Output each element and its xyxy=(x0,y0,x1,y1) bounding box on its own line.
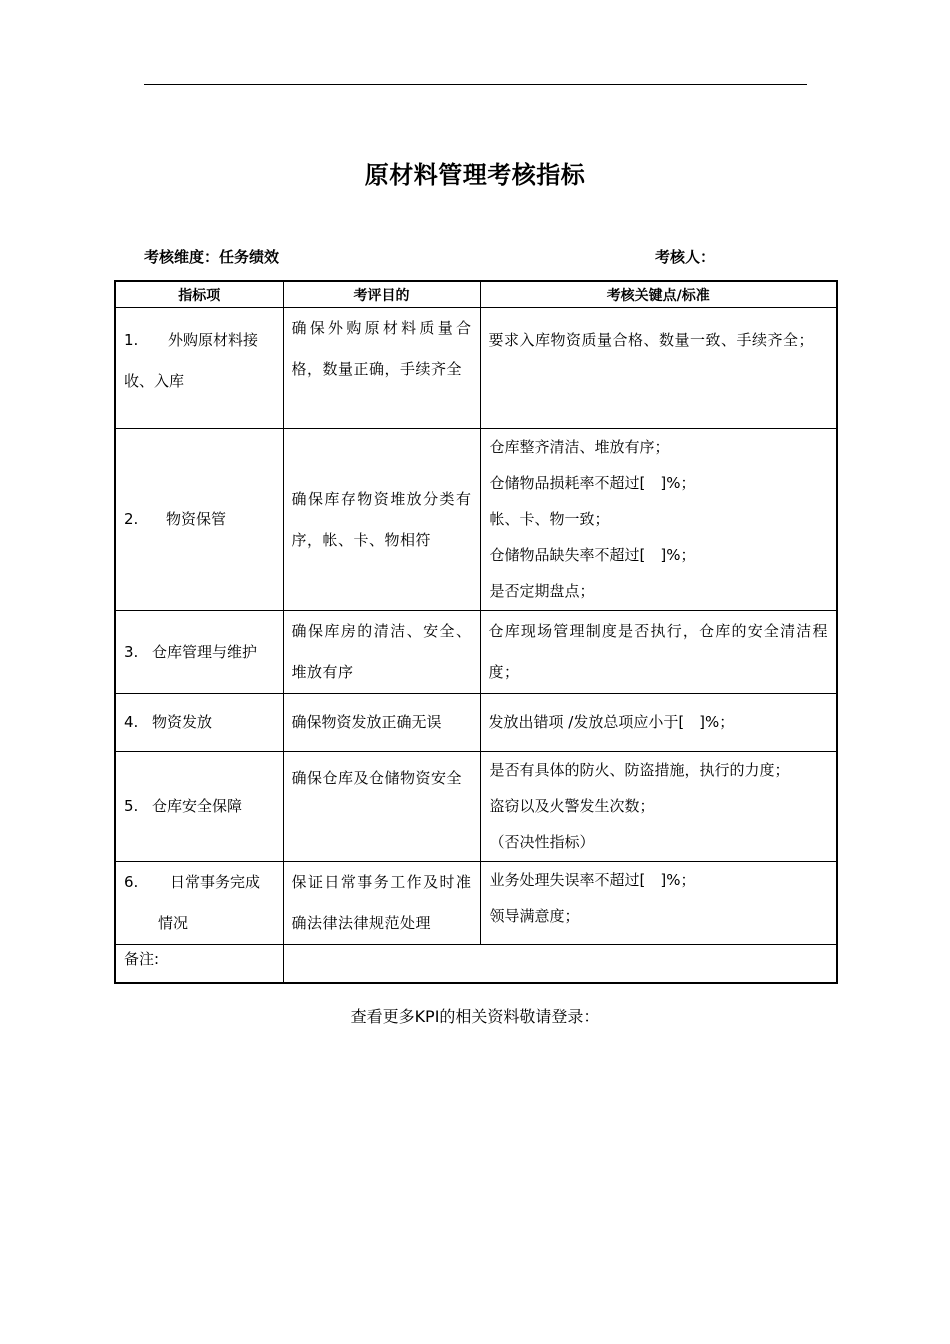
indicator-text: 外购原材料接 xyxy=(168,331,259,349)
indicator-cell xyxy=(115,611,283,694)
criteria-text: 要求入库物资质量合格、数量一致、手续齐全； xyxy=(488,331,815,349)
indicator-cell xyxy=(115,862,283,945)
criteria-line: （否决性指标） xyxy=(489,833,595,851)
criteria-cell xyxy=(480,429,837,611)
indicator-text-cont: 情况 xyxy=(158,914,189,932)
header-purpose: 考评目的 xyxy=(283,281,480,308)
criteria-line: 业务处理失误率不超过[ ]%； xyxy=(489,871,696,889)
purpose-text: 保证日常事务工作及时准确法律法律规范处理 xyxy=(291,873,472,932)
table-row xyxy=(115,308,837,429)
criteria-line: 盗窃以及火警发生次数； xyxy=(489,797,655,815)
indicator-cell xyxy=(115,429,283,611)
indicator-text: 物资保管 xyxy=(166,510,227,528)
criteria-line: 是否有具体的防火、防盗措施，执行的力度； xyxy=(489,761,790,779)
row-number: 4. xyxy=(124,713,139,731)
criteria-cell xyxy=(480,752,837,862)
criteria-text: 发放出错项 /发放总项应小于[ ]%； xyxy=(488,713,735,731)
purpose-cell xyxy=(283,862,480,945)
indicator-text: 物资发放 xyxy=(152,713,213,731)
assessor-label: 考核人： xyxy=(655,248,716,266)
table-row xyxy=(115,611,837,694)
purpose-text: 确保仓库及仓储物资安全 xyxy=(291,769,463,787)
remarks-row xyxy=(115,945,837,983)
row-number: 2. xyxy=(124,510,139,528)
purpose-text: 确保物资发放正确无误 xyxy=(291,713,442,731)
table-row xyxy=(115,694,837,752)
header-criteria: 考核关键点/标准 xyxy=(480,281,837,308)
row-number: 5. xyxy=(124,797,139,815)
table-row xyxy=(115,752,837,862)
row-number: 6. xyxy=(124,873,139,891)
footer-note: 查看更多KPI的相关资料敬请登录： xyxy=(350,1007,600,1026)
indicator-cell xyxy=(115,752,283,862)
indicator-cell xyxy=(115,694,283,752)
document-title: 原材料管理考核指标 xyxy=(364,161,586,189)
indicator-cell xyxy=(115,308,283,429)
remarks-value-cell xyxy=(283,945,837,983)
table-row xyxy=(115,862,837,945)
row-number: 3. xyxy=(124,642,139,661)
purpose-cell xyxy=(283,752,480,862)
criteria-cell xyxy=(480,694,837,752)
criteria-line: 领导满意度； xyxy=(489,907,580,925)
purpose-text: 确保库房的清洁、安全、堆放有序 xyxy=(291,622,472,681)
header-rule xyxy=(144,84,807,85)
purpose-cell xyxy=(283,429,480,611)
criteria-line: 是否定期盘点； xyxy=(489,582,595,600)
criteria-cell xyxy=(480,862,837,945)
criteria-line: 仓储物品缺失率不超过[ ]%； xyxy=(489,546,696,564)
kpi-table xyxy=(114,280,838,984)
criteria-cell xyxy=(480,611,837,694)
header-indicator: 指标项 xyxy=(115,281,283,308)
purpose-text: 确保库存物资堆放分类有序，帐、卡、物相符 xyxy=(291,489,472,549)
row-number: 1. xyxy=(124,331,139,349)
criteria-line: 仓库整齐清洁、堆放有序； xyxy=(489,438,670,456)
table-header-row xyxy=(115,281,837,308)
criteria-line: 仓储物品损耗率不超过[ ]%； xyxy=(489,474,696,492)
remarks-label: 备注: xyxy=(124,950,160,968)
criteria-cell xyxy=(480,308,837,429)
purpose-cell xyxy=(283,308,480,429)
table-row xyxy=(115,429,837,611)
indicator-text: 仓库安全保障 xyxy=(152,797,243,815)
indicator-text-cont: 收、入库 xyxy=(124,372,185,390)
indicator-text: 日常事务完成 xyxy=(170,873,261,891)
remarks-label-cell xyxy=(115,945,283,983)
purpose-text: 确保外购原材料质量合格，数量正确，手续齐全 xyxy=(291,319,472,378)
criteria-line: 帐、卡、物一致； xyxy=(489,510,610,528)
criteria-text: 仓库现场管理制度是否执行，仓库的安全清洁程度； xyxy=(488,622,828,681)
assessment-dimension: 考核维度：任务绩效 xyxy=(144,248,280,266)
indicator-text: 仓库管理与维护 xyxy=(152,642,258,661)
purpose-cell xyxy=(283,694,480,752)
purpose-cell xyxy=(283,611,480,694)
